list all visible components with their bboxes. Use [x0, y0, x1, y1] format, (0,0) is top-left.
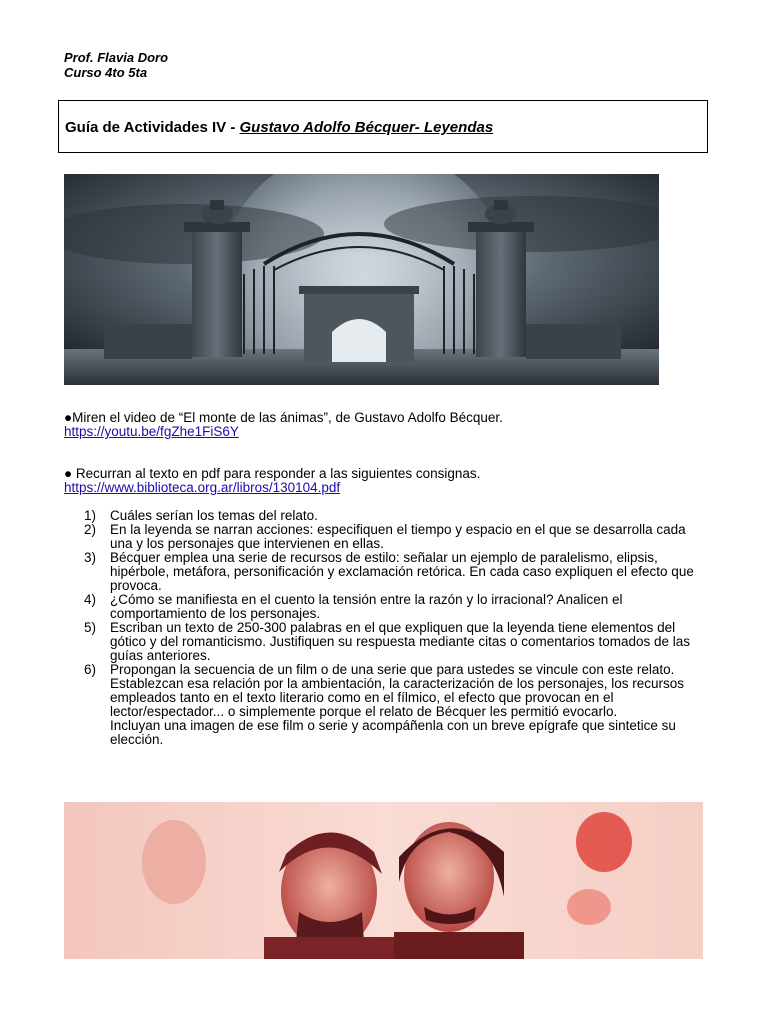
question-text: Cuáles serían los temas del relato.: [110, 508, 318, 523]
question-number: 4): [84, 592, 97, 607]
video-instruction: ●Miren el video de “El monte de las ánimas”, de Gustavo Adolfo Bécquer.: [64, 410, 503, 425]
title-main: Guía de Actividades IV -: [65, 119, 240, 136]
question-text: Propongan la secuencia de un film o de una serie que para ustedes se vincule con este relato. Establezcan esa relación por la ambientación, la caracterización de los personajes, los recursos empleados tanto en el texto literario como en el fílmico, el efecto que provocan en el lector/espectador... o simplemente porque el relato de Bécquer les permitió evocarlo.: [110, 662, 685, 719]
question-number: 6): [84, 662, 97, 677]
question-item: [84, 523, 704, 551]
question-text: En la leyenda se narran acciones: especifiquen el tiempo y espacio en el que se desarrolla cada una y los personajes que intervienen en ellas.: [110, 522, 686, 551]
video-section: [64, 411, 503, 439]
question-number: 5): [84, 620, 97, 635]
question-item: [84, 551, 704, 593]
header: [64, 50, 168, 80]
portrait-illustration: [64, 802, 703, 959]
question-item: [84, 509, 704, 523]
page-title: [65, 119, 493, 136]
gothic-gate-illustration: [64, 174, 659, 385]
question-text: Bécquer emplea una serie de recursos de estilo: señalar un ejemplo de paralelismo, elipsis, hipérbole, metáfora, personificación y exclamación retórica. En cada caso expliquen el efecto que provoca.: [110, 550, 694, 593]
questions-list: [84, 509, 704, 747]
becquer-brothers-portrait-image: [64, 802, 703, 959]
question-number: 1): [84, 508, 97, 523]
question-item: [84, 621, 704, 663]
title-subtitle: Gustavo Adolfo Bécquer- Leyendas: [239, 119, 494, 136]
teacher-name: Prof. Flavia Doro: [64, 50, 169, 65]
question-item: [84, 593, 704, 621]
question-number: 2): [84, 522, 97, 537]
pdf-instruction: ● Recurran al texto en pdf para responder a las siguientes consignas.: [64, 466, 481, 481]
question-text: Escriban un texto de 250-300 palabras en el que expliquen que la leyenda tiene elementos del gótico y del romanticismo. Justifiquen su respuesta mediante citas o comentarios tomados de las guías anteriores.: [110, 620, 691, 663]
pdf-link[interactable]: https://www.biblioteca.org.ar/libros/130104.pdf: [64, 480, 341, 495]
question-extra-text: Incluyan una imagen de ese film o serie y acompáñenla con un breve epígrafe que sintetice su elección.: [110, 718, 676, 747]
course-name: Curso 4to 5ta: [64, 65, 148, 80]
question-text: ¿Cómo se manifiesta en el cuento la tensión entre la razón y lo irracional? Analicen el comportamiento de los personajes.: [110, 592, 623, 621]
question-number: 3): [84, 550, 97, 565]
gothic-cemetery-gate-image: [64, 174, 659, 385]
title-box: [58, 100, 708, 153]
video-link[interactable]: https://youtu.be/fgZhe1FiS6Y: [64, 424, 239, 439]
question-item: [84, 663, 704, 747]
pdf-section: [64, 467, 480, 495]
